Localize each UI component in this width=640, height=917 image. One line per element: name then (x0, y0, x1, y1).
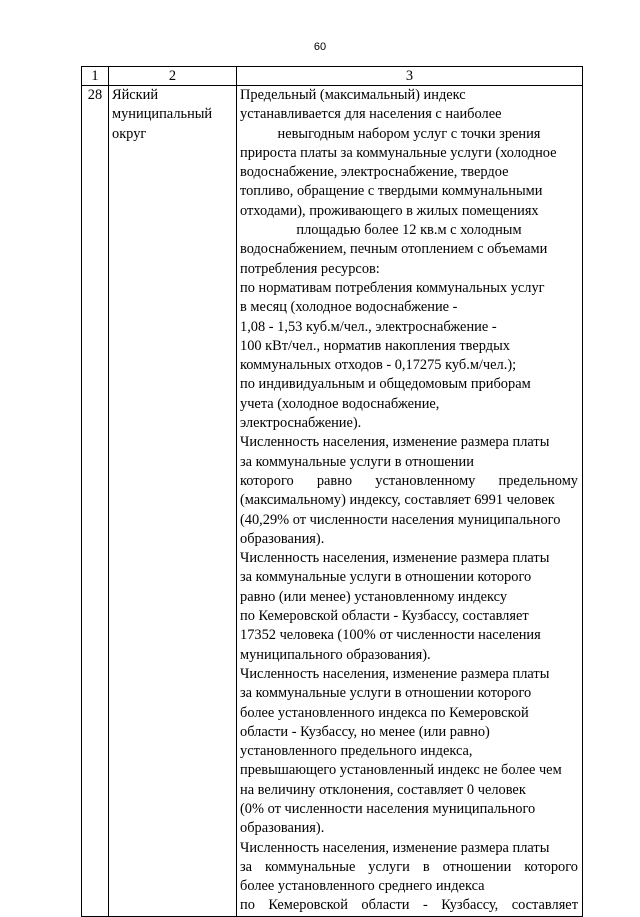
header-cell-2: 2 (109, 67, 237, 86)
description-line: площадью более 12 кв.м с холодным (296, 222, 522, 239)
description-line: которого равно установленному предельному (240, 472, 578, 489)
municipality-name-cell (109, 86, 237, 917)
description-line: невыгодным набором услуг с точки зрения (277, 125, 541, 142)
description-line: прироста платы за коммунальные услуги (холодное (240, 144, 557, 161)
description-line: Предельный (максимальный) индекс (240, 87, 466, 103)
description-line: области - Кузбассу, но менее (или равно) (240, 723, 490, 740)
description-line: отходами), проживающего в жилых помещениях (240, 202, 539, 219)
description-line: более установленного индекса по Кемеровской (240, 704, 529, 721)
description-line: водоснабжением, печным отоплением с объемами (240, 241, 548, 258)
description-line: за коммунальные услуги в отношении которого (240, 858, 578, 875)
description-cell (237, 86, 583, 917)
description-line: Численность населения, изменение размера платы (240, 550, 550, 567)
description-line: равно (или менее) установленному индексу (240, 588, 508, 605)
description-line: за коммунальные услуги в отношении которого (240, 685, 532, 702)
description-line: в месяц (холодное водоснабжение - (240, 299, 458, 316)
table-row (82, 86, 583, 917)
municipality-name-line: муниципальный (112, 106, 213, 123)
description-line: Численность населения, изменение размера платы (240, 665, 550, 682)
description-line: по индивидуальным и общедомовым приборам (240, 376, 531, 393)
description-line: по Кемеровской области - Кузбассу, составляет (240, 608, 529, 625)
table-header-row (82, 67, 583, 86)
description-line: 17352 человека (100% от численности населения (240, 627, 541, 644)
description-line: за коммунальные услуги в отношении (240, 453, 474, 470)
description-line: (максимальному) индексу, составляет 6991 человек (240, 492, 555, 509)
description-line: на величину отклонения, составляет 0 человек (240, 781, 526, 798)
description-line: за коммунальные услуги в отношении которого (240, 569, 532, 586)
description-line: 100 кВт/чел., норматив накопления твердых (240, 337, 510, 354)
description-line: 1,08 - 1,53 куб.м/чел., электроснабжение - (240, 318, 497, 335)
description-line: установленного предельного индекса, (240, 743, 473, 760)
description-line: по нормативам потребления коммунальных услуг (240, 279, 545, 296)
description-line: водоснабжение, электроснабжение, твердое (240, 164, 509, 181)
description-line: топливо, обращение с твердыми коммунальными (240, 183, 543, 200)
description-line: (0% от численности населения муниципального (240, 800, 536, 817)
description-line: устанавливается для населения с наиболее (240, 106, 502, 123)
description-line: потребления ресурсов: (240, 260, 380, 277)
header-cell-3: 3 (237, 67, 583, 86)
description-line: превышающего установленный индекс не более чем (240, 762, 562, 779)
description-line: муниципального образования). (240, 646, 431, 663)
description-line: образования). (240, 530, 325, 547)
description-line: коммунальных отходов - 0,17275 куб.м/чел.); (240, 357, 517, 374)
description-line: по Кемеровской области - Кузбассу, составляет (240, 897, 578, 914)
description-line: более установленного среднего индекса (240, 878, 485, 895)
municipality-name-line: Яйский (112, 87, 159, 103)
row-number: 28 (82, 86, 109, 917)
description-line: (40,29% от численности населения муниципального (240, 511, 561, 528)
description-line: Численность населения, изменение размера платы (240, 839, 550, 856)
description-line: электроснабжение). (240, 415, 362, 432)
header-cell-1: 1 (82, 67, 109, 86)
page-number: 60 (313, 41, 327, 53)
description-line: Численность населения, изменение размера платы (240, 434, 550, 451)
municipality-name-line: округ (112, 125, 147, 142)
description-line: учета (холодное водоснабжение, (240, 395, 440, 412)
document-table (81, 66, 583, 917)
description-line: образования). (240, 820, 325, 837)
